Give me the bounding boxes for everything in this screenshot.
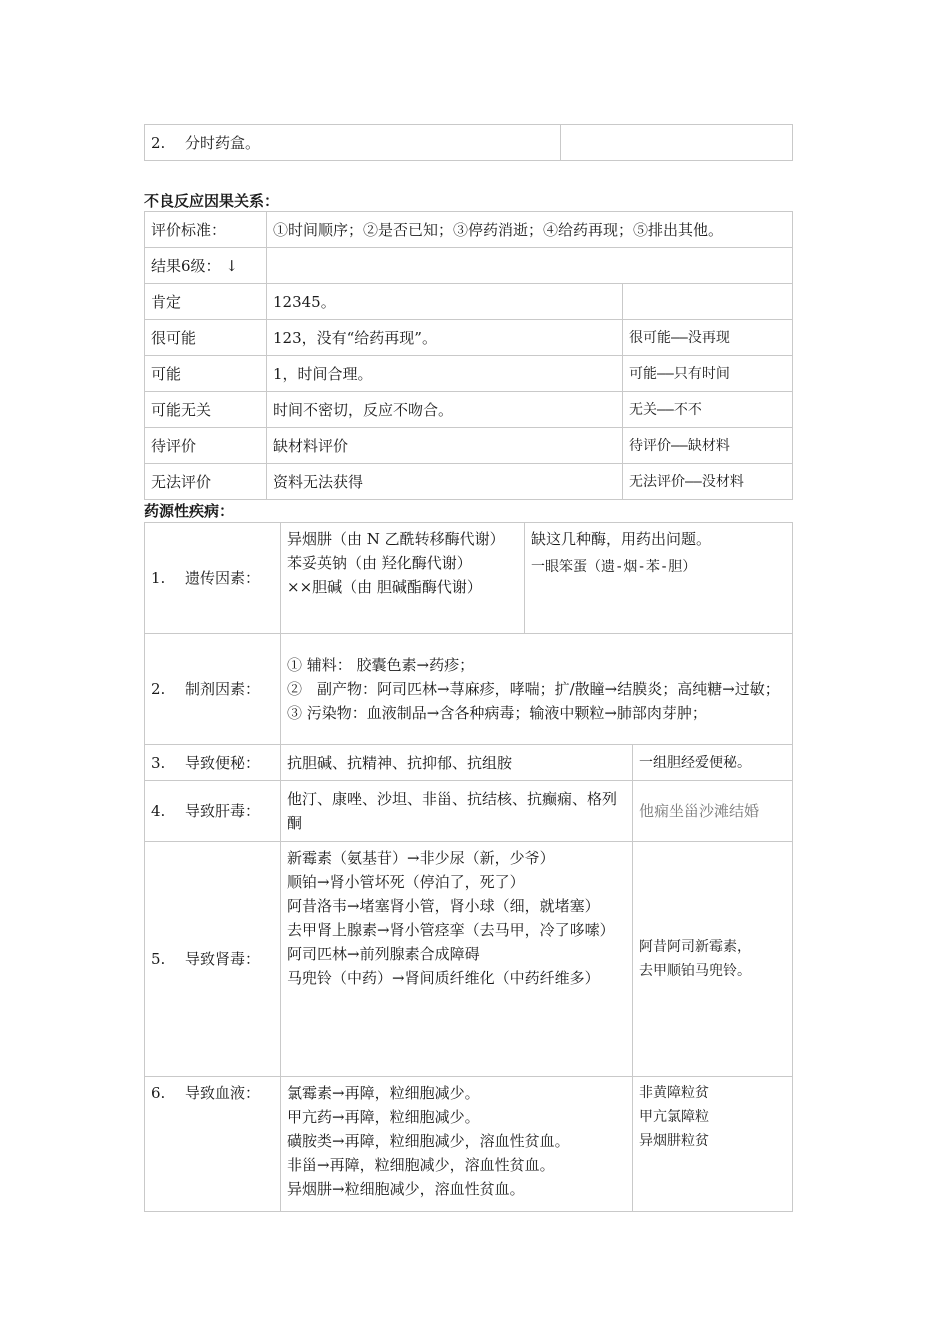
detail-line: 顺铂→肾小管坏死（停泊了，死了） xyxy=(287,873,525,891)
grade-mnemonic xyxy=(623,284,793,320)
factor-cell xyxy=(145,781,281,842)
criteria-label: 评价标准： xyxy=(145,212,267,248)
mnemonic-line: 非黄障粒贫 xyxy=(639,1085,709,1101)
mnemonic-cell: 一组胆经爱便秘。 xyxy=(633,745,793,781)
mnemonic-line: 一眼笨蛋（遗-烟-苯-胆） xyxy=(531,559,697,575)
table-row xyxy=(145,392,793,428)
grade-label-cell xyxy=(145,248,267,284)
note-line: 缺这几种酶，用药出问题。 xyxy=(531,530,712,548)
grade-criteria: 资料无法获得 xyxy=(267,464,623,500)
drug-disease-table xyxy=(144,522,793,1212)
detail-line: 非甾→再障，粒细胞减少，溶血性贫血。 xyxy=(287,1156,555,1174)
detail-line: ① 辅料： 胶囊色素→药疹； xyxy=(287,656,475,674)
factor-label: 导致肝毒： xyxy=(185,802,261,820)
criteria-value: ①时间顺序；②是否已知；③停药消逝；④给药再现；⑤排出其他。 xyxy=(267,212,793,248)
table-row xyxy=(145,523,793,634)
grade-name: 可能无关 xyxy=(145,392,267,428)
grade-criteria: 123，没有“给药再现”。 xyxy=(267,320,623,356)
grade-name: 肯定 xyxy=(145,284,267,320)
grade-mnemonic: 无法评价——没材料 xyxy=(623,464,793,500)
factor-cell xyxy=(145,745,281,781)
down-arrow-icon: ↓ xyxy=(225,256,238,275)
table-row xyxy=(145,464,793,500)
detail-line: 马兜铃（中药）→肾间质纤维化（中药纤维多） xyxy=(287,969,600,987)
factor-note xyxy=(525,523,793,634)
grade-empty-cell xyxy=(267,248,793,284)
detail-line: ××胆碱（由 胆碱酯酶代谢） xyxy=(287,578,482,596)
grade-label: 结果6级： xyxy=(151,256,221,275)
causality-table xyxy=(144,211,793,500)
factor-cell xyxy=(145,842,281,1077)
table-row xyxy=(145,284,793,320)
detail-line: 磺胺类→再障，粒细胞减少，溶血性贫血。 xyxy=(287,1132,570,1150)
factor-details xyxy=(281,634,793,745)
causality-heading: 不良反应因果关系： xyxy=(144,192,280,210)
table-row xyxy=(145,842,793,1077)
item-number: 5. xyxy=(151,950,166,968)
grade-criteria: 时间不密切，反应不吻合。 xyxy=(267,392,623,428)
mnemonic-cell: 他痫坐甾沙滩结婚 xyxy=(633,781,793,842)
grade-name: 很可能 xyxy=(145,320,267,356)
table-row xyxy=(145,212,793,248)
table-row xyxy=(145,428,793,464)
drug-disease-heading: 药源性疾病： xyxy=(144,502,235,520)
grade-mnemonic: 很可能——没再现 xyxy=(623,320,793,356)
factor-details xyxy=(281,523,525,634)
mnemonic-line: 阿昔阿司新霉素， xyxy=(639,939,751,955)
item-number: 4. xyxy=(151,802,166,820)
top-table xyxy=(144,124,793,161)
factor-cell xyxy=(145,1077,281,1212)
factor-label: 导致血液： xyxy=(185,1084,261,1102)
grade-criteria: 1，时间合理。 xyxy=(267,356,623,392)
item-number: 2. xyxy=(151,133,166,152)
factor-details: 抗胆碱、抗精神、抗抑郁、抗组胺 xyxy=(281,745,633,781)
grade-name: 无法评价 xyxy=(145,464,267,500)
grade-mnemonic: 可能——只有时间 xyxy=(623,356,793,392)
detail-line: 异烟肼→粒细胞减少，溶血性贫血。 xyxy=(287,1180,525,1198)
grade-name: 待评价 xyxy=(145,428,267,464)
grade-criteria: 12345。 xyxy=(267,284,623,320)
factor-cell xyxy=(145,634,281,745)
mnemonic-line: 异烟肼粒贫 xyxy=(639,1133,709,1149)
grade-mnemonic: 无关——不不 xyxy=(623,392,793,428)
table-row xyxy=(145,781,793,842)
detail-line: ③ 污染物：血液制品→含各种病毒；输液中颗粒→肺部肉芽肿； xyxy=(287,704,707,722)
grade-criteria: 缺材料评价 xyxy=(267,428,623,464)
item-number: 1. xyxy=(151,569,166,587)
item-number: 3. xyxy=(151,753,166,772)
table-row xyxy=(145,320,793,356)
top-table-cell xyxy=(145,125,561,161)
item-number: 2. xyxy=(151,680,166,698)
detail-line: 异烟肼（由 N 乙酰转移酶代谢） xyxy=(287,530,505,548)
table-row xyxy=(145,125,793,161)
factor-cell xyxy=(145,523,281,634)
detail-line: 甲亢药→再障，粒细胞减少。 xyxy=(287,1108,480,1126)
mnemonic-line: 去甲顺铂马兜铃。 xyxy=(639,963,751,979)
table-row xyxy=(145,634,793,745)
detail-line: 去甲肾上腺素→肾小管痉挛（去马甲，冷了哆嗦） xyxy=(287,921,615,939)
detail-line: ② 副产物：阿司匹林→荨麻疹，哮喘；扩/散瞳→结膜炎；高纯糖→过敏； xyxy=(287,680,780,698)
mnemonic-cell xyxy=(633,842,793,1077)
item-number: 6. xyxy=(151,1084,166,1102)
detail-line: 氯霉素→再障，粒细胞减少。 xyxy=(287,1084,480,1102)
item-label: 分时药盒。 xyxy=(185,133,261,152)
detail-line: 苯妥英钠（由 羟化酶代谢） xyxy=(287,554,472,572)
table-row xyxy=(145,356,793,392)
mnemonic-cell xyxy=(633,1077,793,1212)
factor-label: 制剂因素： xyxy=(185,680,261,698)
table-row xyxy=(145,1077,793,1212)
detail-line: 阿司匹林→前列腺素合成障碍 xyxy=(287,945,480,963)
mnemonic-line: 甲亢氯障粒 xyxy=(639,1109,709,1125)
factor-label: 导致肾毒： xyxy=(185,950,261,968)
factor-details: 他汀、康唑、沙坦、非甾、抗结核、抗癫痫、格列酮 xyxy=(281,781,633,842)
table-row xyxy=(145,745,793,781)
grade-name: 可能 xyxy=(145,356,267,392)
factor-details xyxy=(281,842,633,1077)
table-row xyxy=(145,248,793,284)
factor-label: 导致便秘： xyxy=(185,753,261,772)
factor-details xyxy=(281,1077,633,1212)
grade-mnemonic: 待评价——缺材料 xyxy=(623,428,793,464)
factor-label: 遗传因素： xyxy=(185,569,261,587)
detail-line: 阿昔洛韦→堵塞肾小管，肾小球（细，就堵塞） xyxy=(287,897,600,915)
detail-line: 新霉素（氨基苷）→非少尿（新，少爷） xyxy=(287,849,555,867)
top-table-empty-cell xyxy=(561,125,793,161)
